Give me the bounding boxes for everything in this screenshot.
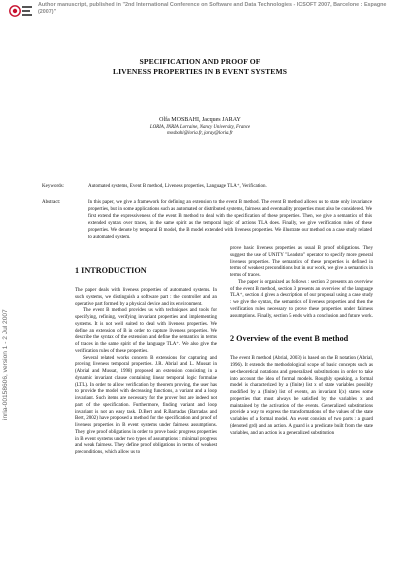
affiliation <box>60 125 340 138</box>
intro-paragraph: The paper is organized as follows : section 2 presents an overview of the event B method, section 3 presents an overview of the language TLA⁺, section 4 gives a description of our proposal using a case study : we give the syntax, the semantics of liveness properties and then the verification rules necessary to prove these properties under fairness assumptions. Finally, section 5 ends with a conclusion and future work. <box>230 279 373 319</box>
intro-paragraph: The event B method provides us with techniques and tools for specifying, refining, verifying invariant properties and implementing systems. It is not well suited to deal with liveness properties. We define an extension of B in order to capture liveness properties. We describe the syntax of the extension and define the semantics in terms of traces in the same spirit of the language TLA⁺. We also give the verification rules of these properties. <box>75 308 217 354</box>
title-line-1: SPECIFICATION AND PROOF OF <box>139 57 261 66</box>
banner-text: Author manuscript, published in "2nd International Conference on Software and Data Technologies - ICSOFT 2007, Barcelone : Espagne (2007)" <box>38 2 387 15</box>
overview-paragraph: The event B method (Abrial, 2003) is based on the B notation (Abrial, 1996). It extends the methodological scope of basic concepts such as set-theoretical notations and generalized substitutions in order to take into account the idea of formal models. Roughly speaking, a formal model is characterized by a (finite) list x of state variables possibly modified by a (finite) list of events, an invariant I(x) states some properties that must always be satisfied by the variables x and maintained by the activation of the events. Generalized substitutions provide a way to express the transformations of the values of the state variables of a formal model. An event consists of two parts : a guard (denoted grd) and an action. A guard is a predicate built from the state variables, and an action is a generalized substitution <box>230 356 373 436</box>
intro-continuation-paragraph: prove basic liveness properties as usual B proof obligations. They suggest the use of UNITY "Leadsto" operator to specify more general liveness properties. The semantics of these properties is defined in terms of weakest preconditions but in our work, we give a semantics in terms of traces. <box>230 246 373 278</box>
affiliation-emails: mosbahi@loria.fr, jaray@loria.fr <box>167 131 233 137</box>
manuscript-banner <box>0 0 400 23</box>
left-column <box>75 266 217 457</box>
section-heading-introduction: 1 INTRODUCTION <box>75 266 147 275</box>
title-line-2: LIVENESS PROPERTIES IN B EVENT SYSTEMS <box>112 67 288 76</box>
paper-title <box>60 57 340 77</box>
abstract-label: Abstract: <box>42 200 61 205</box>
right-column <box>230 246 373 437</box>
affiliation-institution: LORIA, INRIA Lorraine, Nancy University, France <box>149 125 251 130</box>
keywords-text: Automated systems, Event B method, Liveness properties, Language TLA⁺, Verification. <box>88 184 267 189</box>
hal-archive-logo-icon <box>8 3 34 19</box>
section-heading-overview: 2 Overview of the event B method <box>230 334 349 344</box>
intro-paragraph: The paper deals with liveness properties of automated systems. In such systems, we distinguish a software part : the controller and an operative part formed by a physical device and its environment. <box>75 288 217 307</box>
keywords-label: Keywords: <box>42 184 64 189</box>
intro-paragraph: Several related works concern B extensions for capturing and proving liveness temporal properties. J.R. Abrial and L. Mussat in (Abrial and Mussat, 1998) proposed an extension consisting in a dynamic invariant clause containing linear temporal logic formulae (LTL). In order to allow verification by theorem proving, the user has to provide the model with decreasing functions, a variant and a loop invariant. Such items are necessary for the prover but are indeed not part of the specification. Furthermore, finding variant and loop invariant is not an easy task. D.Bert and R.Barradas (Barradas and Bert, 2002) have proposed a method for the specification and proof of liveness properties in B event systems under fairness assumptions. They give proof obligations in order to prove basic progress properties in B event systems under two types of assumptions : minimal progress and weak fairness. They define proof obligations in terms of weakest preconditions, which allow us to <box>75 355 217 455</box>
archive-id-text: inria-00158606, version 1 - 2 Jul 2007 <box>2 309 9 420</box>
author-names: Olfa MOSBAHI, Jacques JARAY <box>159 117 241 123</box>
abstract-text: In this paper, we give a framework for defining an extension to the event B method. The event B method allows us to state only invariance properties, but in some applications such as automated or distributed systems, fairness and eventuality properties must also be considered. We first extend the expressiveness of the event B method to deal with the specification of these properties. Then, we give a semantics of this extended syntax over traces, in the same spirit as the temporal logic of actions TLA does. Finally, we give verification rules of these properties. We denote by temporal B model, the B model extended with liveness properties. We illustrate our method on a case study related to automated system. <box>88 200 372 240</box>
